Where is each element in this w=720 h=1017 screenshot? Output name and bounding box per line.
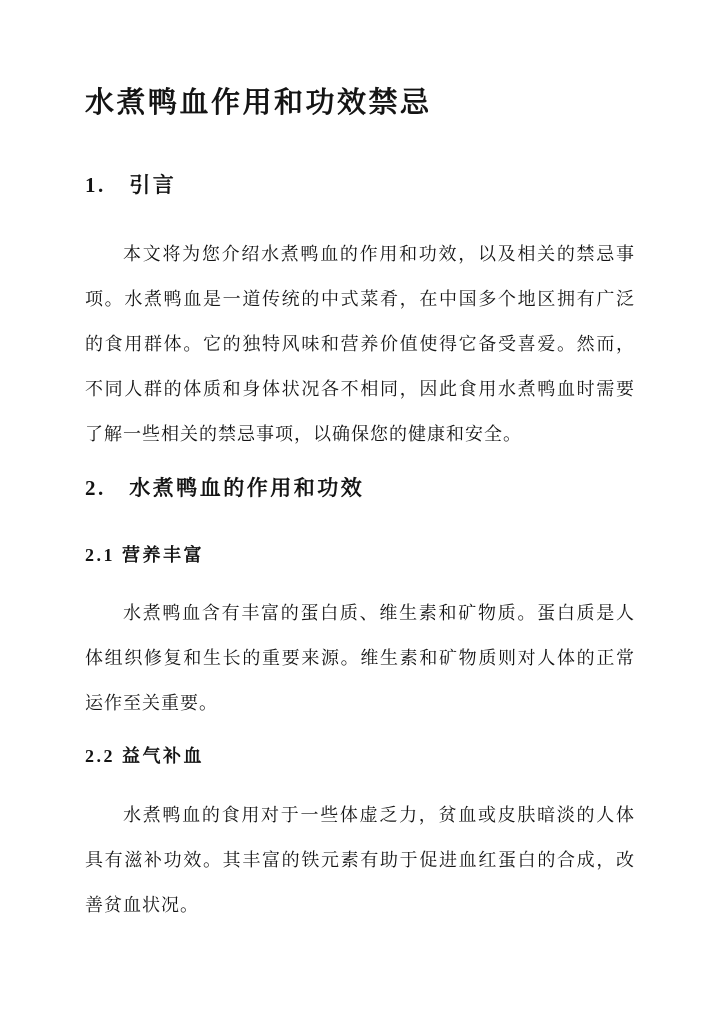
subsection-2-1-heading: 2.1 营养丰富 xyxy=(85,545,204,565)
section-1-paragraph: 本文将为您介绍水煮鸭血的作用和功效，以及相关的禁忌事项。水煮鸭血是一道传统的中式菜肴，在中国多个地区拥有广泛的食用群体。它的独特风味和营养价值使得它备受喜爱。然而，不同人群的体质和身体状况各不相同，因此食用水煮鸭血时需要了解一些相关的禁忌事项，以确保您的健康和安全。 xyxy=(85,244,635,444)
section-2-heading: 2. 水煮鸭血的作用和功效 xyxy=(85,476,365,500)
subsection-2-2-paragraph: 水煮鸭血的食用对于一些体虚乏力，贫血或皮肤暗淡的人体具有滋补功效。其丰富的铁元素有助于促进血红蛋白的合成，改善贫血状况。 xyxy=(85,805,635,915)
document-title: 水煮鸭血作用和功效禁忌 xyxy=(85,87,432,119)
subsection-2-2-heading: 2.2 益气补血 xyxy=(85,746,204,766)
subsection-2-1-paragraph: 水煮鸭血含有丰富的蛋白质、维生素和矿物质。蛋白质是人体组织修复和生长的重要来源。维生素和矿物质则对人体的正常运作至关重要。 xyxy=(85,603,635,713)
section-1-heading: 1. 引言 xyxy=(85,173,177,197)
